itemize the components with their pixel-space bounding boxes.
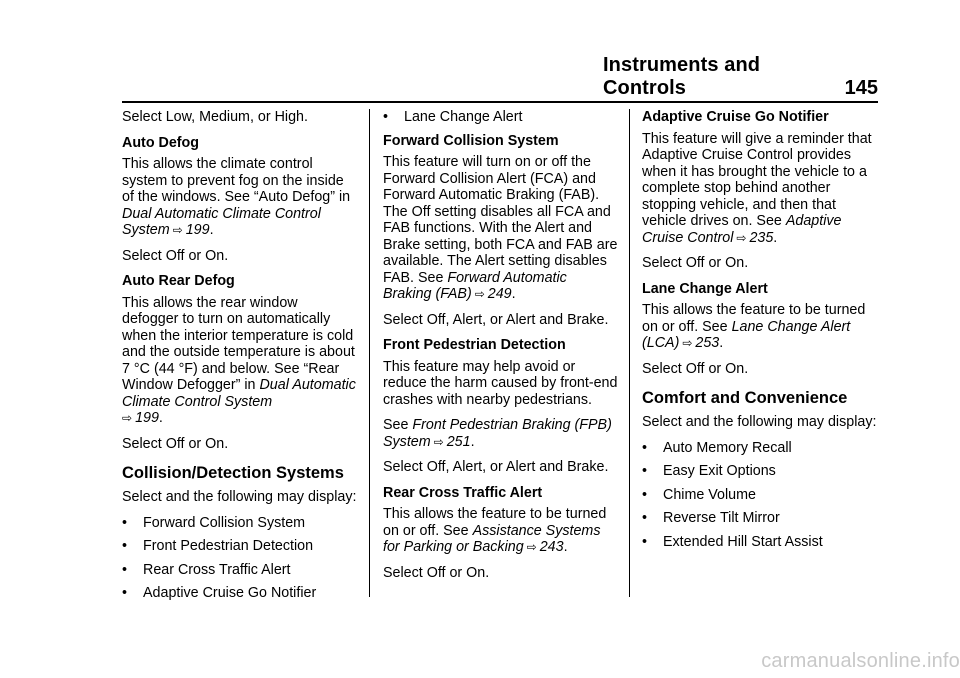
paragraph: Select Off or On.	[642, 360, 749, 377]
subheading: Rear Cross Traffic Alert	[383, 484, 543, 501]
paragraph: This allows the feature to be turned on or off. See Lane Change Alert (LCA) ⇨ 253.	[642, 302, 866, 351]
header-rule	[122, 101, 878, 103]
column-right	[642, 109, 878, 557]
bullet-icon: •	[122, 585, 128, 601]
cross-reference-link[interactable]: Dual Automatic Climate Control System	[122, 205, 321, 238]
subheading: Adaptive Cruise Go Notifier	[642, 109, 829, 125]
watermark-text: carmanualsonline.info	[761, 650, 960, 672]
paragraph: See Front Pedestrian Braking (FPB) System ⇨ 251.	[383, 417, 612, 450]
paragraph: This allows the rear window defogger to turn on automatically when the interior temperature is cold and the outside temperature is about 7 °C (44 °F) and below. See “Rear Window Defogger” in Dual Automatic Climate Control System ⇨ 199.	[122, 294, 356, 426]
cross-reference-link[interactable]: Assistance Systems for Parking or Backing	[383, 522, 601, 555]
page-header	[603, 54, 878, 100]
paragraph: Select Off, Alert, or Alert and Brake.	[383, 311, 609, 328]
list-item: • Rear Cross Traffic Alert	[122, 561, 291, 578]
list-item: • Easy Exit Options	[642, 463, 776, 479]
bullet-icon: •	[122, 561, 128, 578]
column-left	[122, 109, 358, 609]
subheading: Auto Defog	[122, 134, 200, 151]
list-item: • Reverse Tilt Mirror	[642, 510, 780, 526]
cross-reference-link[interactable]: Lane Change Alert (LCA)	[642, 318, 851, 351]
bullet-icon: •	[642, 486, 648, 503]
page-ref-number[interactable]: 243	[539, 539, 564, 555]
bullet-icon: •	[642, 533, 648, 550]
page-number: 145	[844, 77, 878, 99]
list-item: • Extended Hill Start Assist	[642, 533, 823, 550]
cross-reference-link[interactable]: Dual Automatic Climate Control System	[122, 377, 356, 410]
paragraph: Select Off or On.	[642, 255, 749, 271]
paragraph: Select and the following may display:	[122, 489, 357, 505]
page-ref-number[interactable]: 235	[749, 229, 774, 246]
page-ref-number[interactable]: 199	[185, 222, 210, 238]
bullet-icon: •	[122, 538, 128, 554]
section-title: Instruments and Controls	[603, 54, 761, 99]
paragraph: This allows the climate control system to prevent fog on the inside of the windows. See “Auto Defog” in Dual Automatic Climate Control System ⇨ 199.	[122, 156, 351, 238]
bullet-icon: •	[642, 439, 648, 456]
page-ref-number[interactable]: 251	[446, 433, 471, 450]
paragraph: Select Off, Alert, or Alert and Brake.	[383, 459, 609, 475]
cross-reference-link[interactable]: Adaptive Cruise Control	[642, 213, 842, 246]
page-ref-number[interactable]: 253	[695, 335, 720, 351]
bullet-icon: •	[642, 510, 648, 526]
column-middle	[383, 109, 618, 590]
list-item: • Auto Memory Recall	[642, 439, 792, 456]
paragraph: This feature may help avoid or reduce the harm caused by front-end crashes with nearby pedestrians.	[383, 358, 618, 408]
column-divider	[369, 109, 370, 597]
paragraph: Select and the following may display:	[642, 414, 877, 430]
page-ref-icon: ⇨	[474, 287, 485, 301]
cross-reference-link[interactable]: Front Pedestrian Braking (FPB) System	[383, 417, 612, 450]
bullet-icon: •	[122, 514, 128, 531]
page-ref-icon: ⇨	[122, 411, 133, 425]
bullet-icon: •	[642, 463, 648, 479]
section-heading: Comfort and Convenience	[642, 389, 848, 407]
page-ref-number[interactable]: 249	[487, 286, 512, 302]
bullet-icon: •	[383, 109, 389, 125]
paragraph: This allows the feature to be turned on or off. See Assistance Systems for Parking or Backing ⇨ 243.	[383, 506, 607, 555]
page-ref-icon: ⇨	[736, 230, 747, 245]
subheading: Auto Rear Defog	[122, 273, 235, 289]
list-item: • Front Pedestrian Detection	[122, 538, 314, 554]
page-ref-icon: ⇨	[682, 336, 693, 350]
page-ref-icon: ⇨	[433, 434, 444, 449]
page-ref-icon: ⇨	[172, 223, 183, 237]
paragraph: This feature will turn on or off the Forward Collision Alert (FCA) and Forward Automatic Braking (FAB). The Off setting disables all FCA and FAB functions. With the Alert and Brake setting, both FCA and FAB are available. The Alert setting disables FAB. See Forward Automatic Braking (FAB) ⇨ 249.	[383, 154, 618, 302]
section-heading: Collision/Detection Systems	[122, 464, 344, 482]
list-item: • Forward Collision System	[122, 514, 306, 531]
subheading: Forward Collision System	[383, 132, 559, 149]
paragraph: Select Off or On.	[122, 247, 229, 264]
paragraph: Select Low, Medium, or High.	[122, 109, 308, 125]
paragraph: Select Off or On.	[122, 435, 229, 452]
list-item: • Chime Volume	[642, 486, 756, 503]
subheading: Lane Change Alert	[642, 280, 768, 297]
paragraph: This feature will give a reminder that Adaptive Cruise Control provides when it has brought the vehicle to a complete stop behind another stopping vehicle, and then that vehicle drives on. See Adaptive Cruise Control ⇨ 235.	[642, 130, 872, 246]
list-item: • Lane Change Alert	[383, 109, 523, 125]
subheading: Front Pedestrian Detection	[383, 337, 566, 353]
list-item: • Adaptive Cruise Go Notifier	[122, 585, 317, 601]
cross-reference-link[interactable]: Forward Automatic Braking (FAB)	[383, 269, 567, 302]
column-divider	[629, 109, 630, 597]
paragraph: Select Off or On.	[383, 564, 490, 581]
page-ref-number[interactable]: 199	[135, 410, 159, 426]
page-ref-icon: ⇨	[526, 540, 537, 554]
